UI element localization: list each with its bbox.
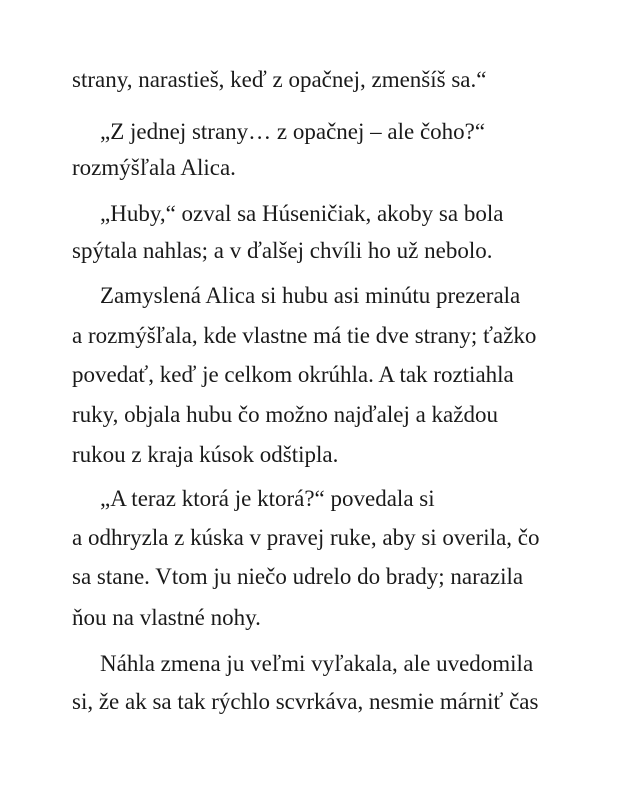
- text-line-12: a odhryzla z kúska v pravej ruke, aby si overila, čo: [72, 525, 540, 550]
- text-line-3: rozmýšľala Alica.: [72, 155, 236, 180]
- text-line-2: „Z jednej strany… z opačnej – ale čoho?“: [100, 119, 486, 144]
- text-line-16: si, že ak sa tak rýchlo scvrkáva, nesmie márniť čas: [72, 689, 539, 714]
- text-line-6: Zamyslená Alica si hubu asi minútu prezerala: [100, 283, 521, 308]
- text-line-14: ňou na vlastné nohy.: [72, 605, 261, 630]
- text-line-15: Náhla zmena ju veľmi vyľakala, ale uvedomila: [100, 651, 534, 676]
- text-line-9: ruky, objala hubu čo možno najďalej a každou: [72, 402, 498, 427]
- text-line-7: a rozmýšľala, kde vlastne má tie dve strany; ťažko: [72, 323, 537, 348]
- text-line-10: rukou z kraja kúsok odštipla.: [72, 442, 339, 467]
- text-line-8: povedať, keď je celkom okrúhla. A tak roztiahla: [72, 362, 514, 387]
- text-line-11: „A teraz ktorá je ktorá?“ povedala si: [100, 486, 435, 511]
- text-line-5: spýtala nahlas; a v ďalšej chvíli ho už nebolo.: [72, 238, 493, 263]
- text-line-13: sa stane. Vtom ju niečo udrelo do brady; narazila: [72, 564, 524, 589]
- text-line-1: strany, narastieš, keď z opačnej, zmenšíš sa.“: [72, 67, 487, 92]
- text-line-4: „Huby,“ ozval sa Húseničiak, akoby sa bola: [100, 201, 504, 226]
